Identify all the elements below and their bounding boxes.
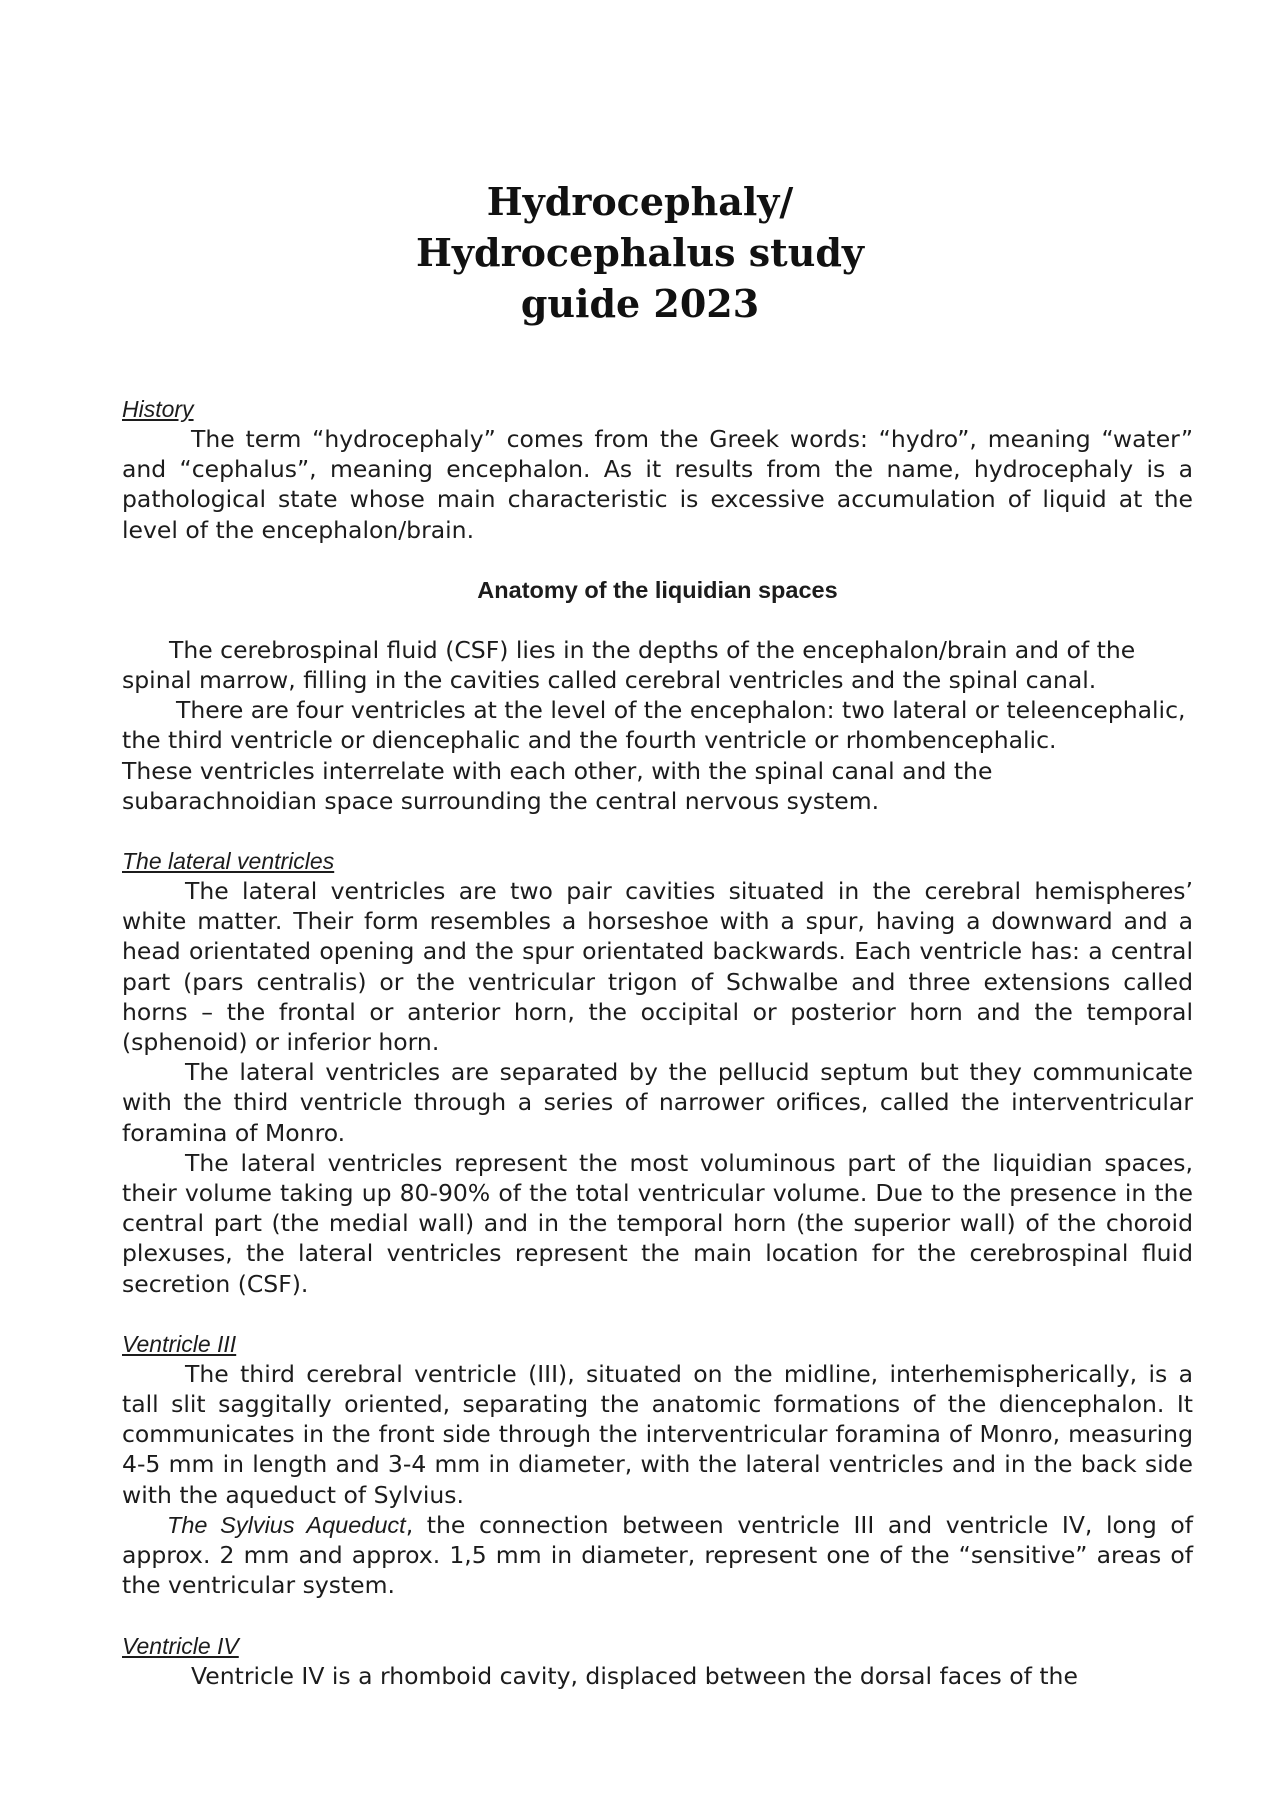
section-heading-lateral-ventricles: The lateral ventricles xyxy=(122,848,335,875)
ventricle-4-paragraph-1: Ventricle IV is a rhomboid cavity, displaced between the dorsal faces of the xyxy=(191,1661,1078,1690)
spacer xyxy=(122,1601,1193,1631)
section-heading-anatomy: Anatomy of the liquidian spaces xyxy=(477,576,838,603)
sylvius-aqueduct-term: The Sylvius Aqueduct xyxy=(167,1511,406,1538)
lateral-paragraph-1: The lateral ventricles are two pair cavities situated in the cerebral hemispheres’ white matter. Their form resembles a horseshoe with a spur, having a downward and a head orientated opening and the spur orientated backwards. Each ventricle has: a central part (pars centralis) or the ventricular trigon of Schwalbe and three extensions called horns – the frontal or anterior horn, the occipital or posterior horn and the temporal (sphenoid) or inferior horn. xyxy=(122,877,1193,1057)
section-heading-history: History xyxy=(122,396,194,422)
spacer xyxy=(122,605,1193,635)
anatomy-paragraph-1: The cerebrospinal fluid (CSF) lies in the depths of the encephalon/brain and of the spinal marrow, filling in the cavities called cerebral ventricles and the spinal canal. xyxy=(122,635,1136,695)
lateral-paragraph-2: The lateral ventricles are separated by the pellucid septum but they communicate with the third ventricle through a series of narrower orifices, called the interventricular foramina of Monro. xyxy=(122,1058,1193,1147)
section-heading-ventricle-3: Ventricle III xyxy=(122,1330,237,1357)
ventricle-3-paragraph-2 xyxy=(122,1510,1193,1601)
ventricle-3-paragraph-2-text: , the connection between ventricle III and ventricle IV, long of approx. 2 mm and approx. 1,5 mm in diameter, represent one of the “sensitive” areas of the ventricular system. xyxy=(122,1510,1194,1600)
title-line-3: guide 2023 xyxy=(520,281,760,326)
title-line-2: Hydrocephalus study xyxy=(416,230,864,275)
ventricle-3-paragraph-1: The third cerebral ventricle (III), situated on the midline, interhemispherically, is a tall slit saggitally oriented, separating the anatomic formations of the diencephalon. It communicates in the front side through the interventricular foramina of Monro, measuring 4-5 mm in length and 3-4 mm in diameter, with the lateral ventricles and in the back side with the aqueduct of Sylvius. xyxy=(122,1359,1193,1509)
spacer xyxy=(122,1299,1193,1329)
section-heading-ventricle-4: Ventricle IV xyxy=(122,1632,239,1659)
title-line-1: Hydrocephaly/ xyxy=(486,179,794,224)
document-body xyxy=(122,394,1193,1691)
anatomy-paragraph-3: These ventricles interrelate with each other, with the spinal canal and the subarachnoidian space surrounding the central nervous system. xyxy=(122,756,993,815)
spacer xyxy=(122,816,1193,846)
anatomy-paragraph-2: There are four ventricles at the level of the encephalon: two lateral or teleencephalic, the third ventricle or diencephalic and the fourth ventricle or rhombencephalic. xyxy=(122,696,1186,755)
lateral-paragraph-3: The lateral ventricles represent the most voluminous part of the liquidian spaces, their volume taking up 80-90% of the total ventricular volume. Due to the presence in the central part (the medial wall) and in the temporal horn (the superior wall) of the choroid plexuses, the lateral ventricles represent the main location for the cerebrospinal fluid secretion (CSF). xyxy=(122,1148,1193,1298)
document-title xyxy=(0,176,1280,329)
spacer xyxy=(122,545,1193,575)
history-paragraph: The term “hydrocephaly” comes from the Greek words: “hydro”, meaning “water” and “cephalus”, meaning encephalon. As it results from the name, hydrocephaly is a pathological state whose main characteristic is excessive accumulation of liquid at the level of the encephalon/brain. xyxy=(122,425,1193,544)
